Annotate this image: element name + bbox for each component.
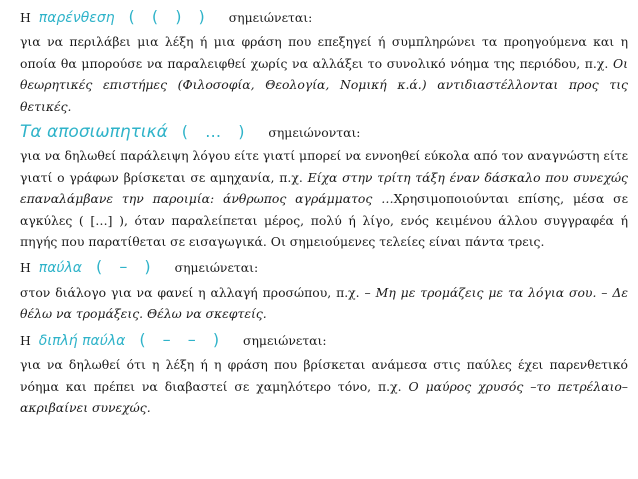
paragraph-example: – Μη με τρομάζεις με τα λόγια σου. – Δε θέλω να τρομάξεις. Θέλω να σκεφτείς. [20,284,628,322]
paragraph-example: Ο μαύρος χρυσός –το πετρέλαιο– ακριβαίνει συνεχώς. [20,378,629,415]
section-paragraph [20,282,628,325]
paragraph-example: Οι θεωρητικές επιστήμες (Φιλοσοφία, Θεολογία, Νομική κ.ά.) αντιδιαστέλλονται προς τις θετικές. [20,55,628,114]
heading-article: Η [20,260,31,276]
heading-symbol: ( – – ) [139,329,226,349]
paragraph-text-continued: Χρησιμοποιούνται επίσης, μέσα σε αγκύλες ( […] ), όταν παραλείπεται μέρος, πολύ ή λίγο, ενός κειμένου άλλου συγγραφέα ή πηγής που παρατίθεται σε εισαγωγικά. Οι σημειούμενες τελείες είναι πάντα τρεις. [20,191,628,250]
section-paragraph [20,354,628,418]
section-paragraph [20,145,628,252]
heading-article: Η [20,332,31,348]
paragraph-text: στον διάλογο για να φανεί η αλλαγή προσώπου, π.χ. [20,284,365,300]
paragraph-text: για να δηλωθεί παράλειψη λόγου είτε γιατί μπορεί να εννοηθεί εύκολα από τον αναγνώστη είτε γιατί ο γράφων βρίσκεται σε αμηχανία, π.χ. [20,148,628,185]
section-ellipsis [20,121,628,252]
paragraph-example: Είχα στην τρίτη τάξη έναν δάσκαλο που συνεχώς επαναλάμβανε την παροιμία: άνθρωπος αγράμματος … [20,169,628,207]
section-heading [20,121,628,143]
heading-term: παρένθεση [38,10,115,26]
section-heading [20,256,628,279]
section-parenthesis [20,6,628,117]
heading-symbol: ( … ) [181,122,251,142]
heading-verb: σημειώνεται: [174,260,259,276]
section-double-dash [20,329,628,419]
section-paragraph [20,31,628,117]
heading-symbol: ( – ) [96,257,157,277]
heading-verb: σημειώνεται: [228,10,313,25]
paragraph-text: για να περιλάβει μια λέξη ή μια φράση που επεξηγεί ή συμπληρώνει τα προηγούμενα και η οποία θα μπορούσε να παραλειφθεί χωρίς να αλλάξει το συνολικό νόημα της περιόδου, π.χ. [20,34,628,71]
section-heading [20,6,628,29]
section-heading [20,329,628,352]
heading-symbol: ( ( ) ) [128,7,211,26]
heading-verb: σημειώνεται: [243,332,327,348]
paragraph-text: για να δηλωθεί ότι η λέξη ή η φράση που βρίσκεται ανάμεσα στις παύλες έχει παρενθετικό νόημα και πρέπει να διαβαστεί σε χαμηλότερο τόνο, π.χ. [20,357,628,394]
section-dash [20,256,628,324]
heading-term: παύλα [38,260,83,277]
heading-term: διπλή παύλα [38,332,126,349]
heading-article: Η [20,10,31,25]
heading-verb: σημειώνονται: [268,125,361,141]
heading-term: Τα αποσιωπητικά [20,122,168,143]
